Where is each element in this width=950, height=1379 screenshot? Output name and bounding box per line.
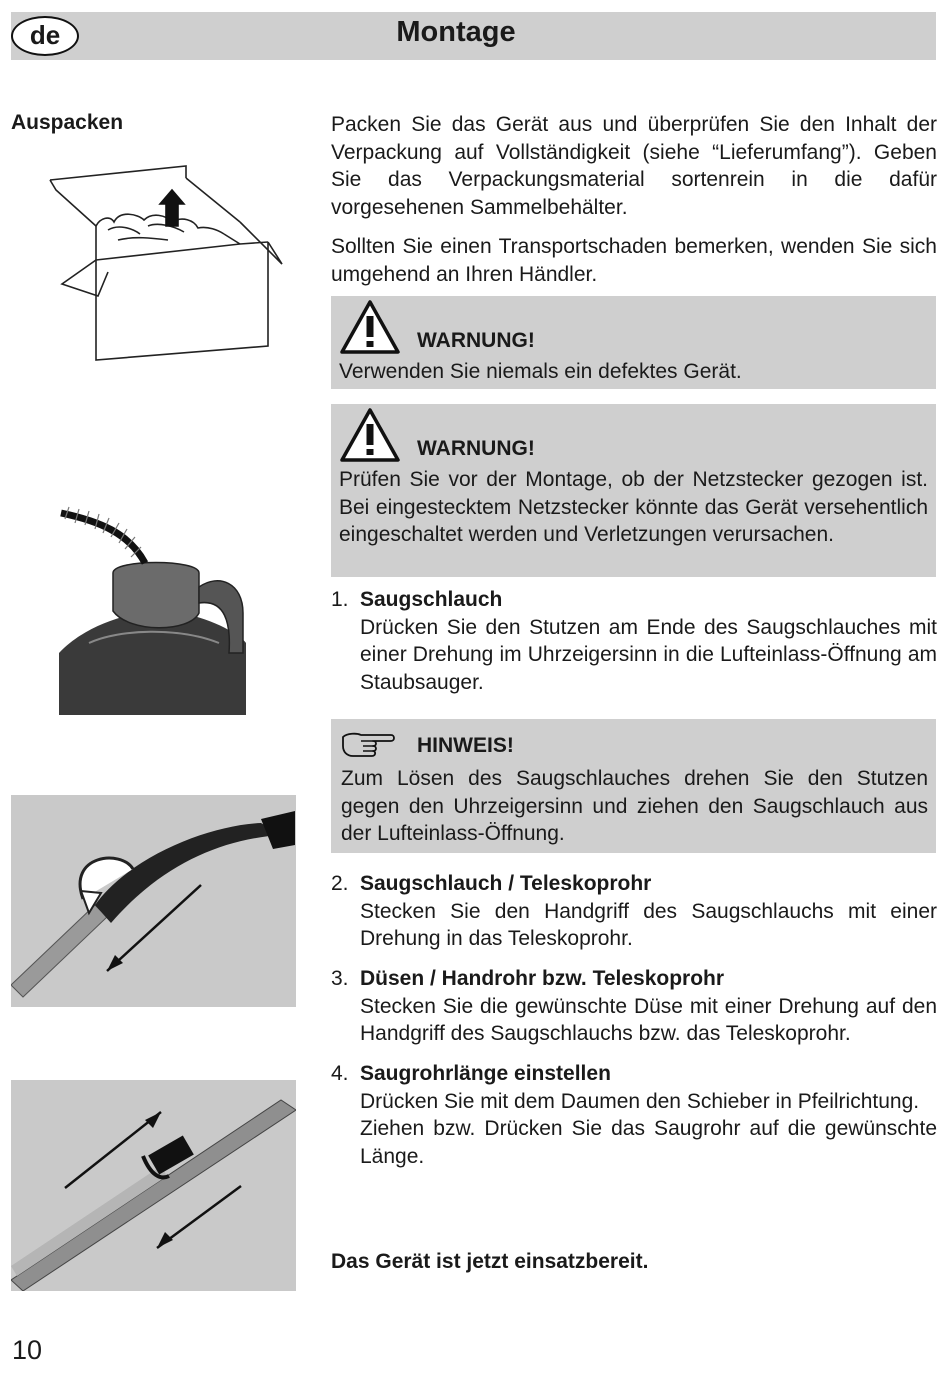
unpacking-box-illustration <box>48 160 286 365</box>
step-2 <box>331 870 937 953</box>
step-3 <box>331 965 937 1048</box>
step-title: Saugschlauch <box>360 588 503 611</box>
step-text: Drücken Sie den Stutzen am Ende des Saugschlauches mit einer Drehung im Uhrzeigersinn in die Lufteinlass-Öffnung am Staubsauger. <box>360 615 937 694</box>
warning-box-2 <box>331 404 936 577</box>
hint-box <box>331 719 936 853</box>
intro-paragraph-1: Packen Sie das Gerät aus und überprüfen Sie den Inhalt der Verpackung auf Vollständigkeit (siehe “Lieferumfang”). Geben Sie das Verpackungsmaterial sortenrein in die dafür vorgesehenen Sammelbehälter. <box>331 113 937 219</box>
hose-connection-photo <box>59 503 246 715</box>
warning-triangle-icon <box>339 299 401 355</box>
step-4 <box>331 1060 937 1170</box>
step-title: Saugrohrlänge einstellen <box>360 1062 611 1085</box>
step-text: Stecken Sie die gewünschte Düse mit einer Drehung auf den Handgriff des Saugschlauchs bzw. das Teleskoprohr. <box>360 994 937 1045</box>
warning-text-1: Verwenden Sie niemals ein defektes Gerät. <box>339 360 742 383</box>
telescope-adjust-photo <box>11 1080 296 1291</box>
page-title: Montage <box>396 16 516 48</box>
step-title: Düsen / Handrohr bzw. Teleskoprohr <box>360 967 725 990</box>
closing-statement: Das Gerät ist jetzt einsatzbereit. <box>331 1250 649 1273</box>
warning-text-2: Prüfen Sie vor der Montage, ob der Netzstecker gezogen ist. Bei eingestecktem Netzstecker könnte das Gerät versehentlich eingeschaltet werden und Verletzungen verursachen. <box>339 468 928 546</box>
language-badge: de <box>11 16 79 56</box>
handle-telescope-photo <box>11 795 296 1007</box>
step-1 <box>331 586 937 696</box>
warning-title-2: WARNUNG! <box>417 437 535 460</box>
step-text: Stecken Sie den Handgriff des Saugschlauchs mit einer Drehung in das Teleskoprohr. <box>360 899 937 950</box>
warning-box-1 <box>331 296 936 389</box>
step-text: Ziehen bzw. Drücken Sie das Saugrohr auf die gewünschte Länge. <box>360 1117 937 1168</box>
step-number: 3. <box>331 967 349 990</box>
step-number: 4. <box>331 1062 349 1085</box>
step-number: 1. <box>331 588 349 611</box>
warning-triangle-icon <box>339 407 401 463</box>
hint-title: HINWEIS! <box>417 734 514 757</box>
step-number: 2. <box>331 872 349 895</box>
section-heading: Auspacken <box>11 111 124 134</box>
warning-title-1: WARNUNG! <box>417 329 535 352</box>
step-title: Saugschlauch / Teleskoprohr <box>360 872 652 895</box>
page-number: 10 <box>12 1335 43 1365</box>
hint-text: Zum Lösen des Saugschlauches drehen Sie den Stutzen gegen den Uhrzeigersinn und ziehen den Saugschlauch aus der Lufteinlass-Öffnung. <box>341 767 928 845</box>
pointing-hand-icon <box>339 729 397 759</box>
intro-paragraph-2: Sollten Sie einen Transportschaden bemerken, wenden Sie sich umgehend an Ihren Händler. <box>331 235 937 286</box>
step-text: Drücken Sie mit dem Daumen den Schieber in Pfeilrichtung. <box>360 1089 920 1113</box>
